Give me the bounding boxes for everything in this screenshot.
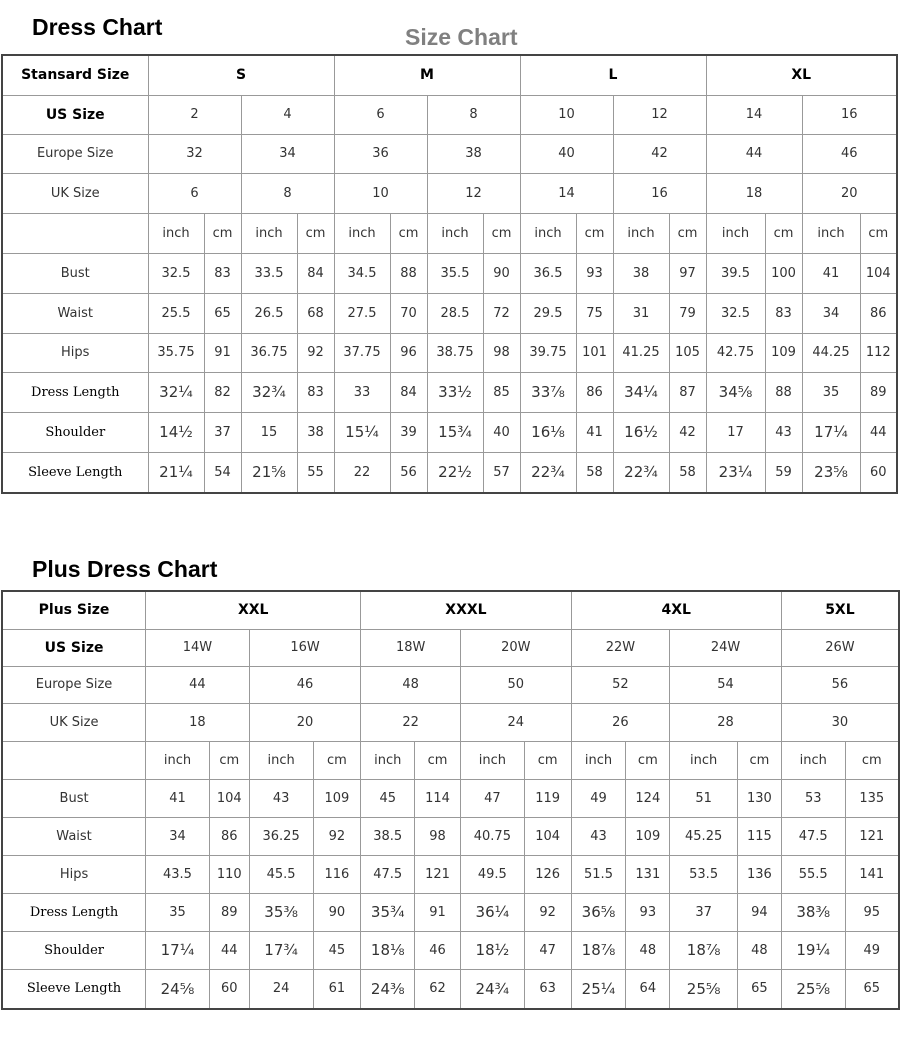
us-size-cell: 18W — [361, 629, 461, 666]
sleeve-length-value: 25⅝ — [670, 969, 738, 1009]
shoulder-value: 15¾ — [427, 412, 483, 452]
sleeve-length-label: Sleeve Length — [2, 969, 146, 1009]
sleeve-length-value: 57 — [483, 452, 520, 493]
bust-value: 93 — [576, 253, 613, 293]
unit-cm: cm — [209, 741, 249, 779]
shoulder-value: 39 — [390, 412, 427, 452]
unit-cm: cm — [669, 213, 706, 253]
hips-value: 136 — [738, 855, 782, 893]
waist-value: 75 — [576, 293, 613, 333]
europe-size-cell: 36 — [334, 134, 427, 173]
dress-length-value: 35¾ — [361, 893, 415, 931]
shoulder-value: 41 — [576, 412, 613, 452]
size-xl: XL — [706, 55, 897, 95]
us-size-cell: 16 — [802, 95, 897, 134]
unit-cm: cm — [483, 213, 520, 253]
shoulder-value: 18½ — [460, 931, 524, 969]
hips-value: 45.5 — [249, 855, 313, 893]
waist-value: 98 — [415, 817, 461, 855]
sleeve-length-value: 65 — [738, 969, 782, 1009]
hips-value: 141 — [845, 855, 899, 893]
hips-value: 109 — [765, 333, 802, 372]
dress-length-label: Dress Length — [2, 372, 148, 412]
bust-value: 109 — [313, 779, 361, 817]
waist-value: 28.5 — [427, 293, 483, 333]
unit-inch: inch — [361, 741, 415, 779]
shoulder-value: 17 — [706, 412, 765, 452]
dress-length-value: 83 — [297, 372, 334, 412]
size-label: Plus Size — [2, 591, 146, 629]
unit-cm: cm — [390, 213, 427, 253]
waist-value: 104 — [524, 817, 571, 855]
dress-length-value: 94 — [738, 893, 782, 931]
shoulder-value: 37 — [204, 412, 241, 452]
us-size-label: US Size — [2, 95, 148, 134]
waist-value: 26.5 — [241, 293, 297, 333]
plus-size-table — [1, 590, 900, 1010]
sleeve-length-value: 24¾ — [460, 969, 524, 1009]
shoulder-value: 16⅛ — [520, 412, 576, 452]
shoulder-value: 18⅞ — [571, 931, 626, 969]
size-label: Stansard Size — [2, 55, 148, 95]
shoulder-value: 15¼ — [334, 412, 390, 452]
waist-value: 65 — [204, 293, 241, 333]
waist-value: 40.75 — [460, 817, 524, 855]
dress-length-value: 36⅝ — [571, 893, 626, 931]
shoulder-value: 19¼ — [781, 931, 845, 969]
uk-size-cell: 16 — [613, 173, 706, 213]
unit-cm: cm — [415, 741, 461, 779]
shoulder-value: 18⅛ — [361, 931, 415, 969]
unit-inch: inch — [334, 213, 390, 253]
sleeve-length-value: 59 — [765, 452, 802, 493]
dress-length-value: 35⅜ — [249, 893, 313, 931]
dress-length-value: 88 — [765, 372, 802, 412]
shoulder-value: 15 — [241, 412, 297, 452]
sleeve-length-value: 22¾ — [613, 452, 669, 493]
dress-length-value: 32¾ — [241, 372, 297, 412]
bust-value: 97 — [669, 253, 706, 293]
uk-size-cell: 14 — [520, 173, 613, 213]
europe-size-cell: 44 — [706, 134, 802, 173]
us-size-cell: 6 — [334, 95, 427, 134]
uk-size-cell: 6 — [148, 173, 241, 213]
europe-size-cell: 48 — [361, 666, 461, 703]
shoulder-value: 14½ — [148, 412, 204, 452]
shoulder-value: 44 — [860, 412, 897, 452]
bust-value: 130 — [738, 779, 782, 817]
waist-value: 43 — [571, 817, 626, 855]
dress-length-label: Dress Length — [2, 893, 146, 931]
size-l: L — [520, 55, 706, 95]
sleeve-length-value: 58 — [576, 452, 613, 493]
bust-value: 43 — [249, 779, 313, 817]
uk-size-cell: 12 — [427, 173, 520, 213]
hips-value: 35.75 — [148, 333, 204, 372]
shoulder-value: 44 — [209, 931, 249, 969]
uk-size-cell: 18 — [706, 173, 802, 213]
hips-value: 38.75 — [427, 333, 483, 372]
waist-value: 70 — [390, 293, 427, 333]
shoulder-value: 48 — [738, 931, 782, 969]
uk-size-label: UK Size — [2, 173, 148, 213]
unit-inch: inch — [427, 213, 483, 253]
unit-inch: inch — [460, 741, 524, 779]
waist-value: 109 — [626, 817, 670, 855]
shoulder-value: 18⅞ — [670, 931, 738, 969]
sleeve-length-value: 65 — [845, 969, 899, 1009]
waist-value: 25.5 — [148, 293, 204, 333]
hips-label: Hips — [2, 333, 148, 372]
dress-length-value: 82 — [204, 372, 241, 412]
sleeve-length-value: 24⅝ — [146, 969, 210, 1009]
sleeve-length-value: 22 — [334, 452, 390, 493]
us-size-cell: 4 — [241, 95, 334, 134]
unit-cm: cm — [765, 213, 802, 253]
sleeve-length-value: 21⅝ — [241, 452, 297, 493]
plus-dress-chart-title: Plus Dress Chart — [32, 556, 218, 582]
waist-value: 45.25 — [670, 817, 738, 855]
shoulder-value: 42 — [669, 412, 706, 452]
us-size-cell: 2 — [148, 95, 241, 134]
sleeve-length-value: 60 — [209, 969, 249, 1009]
europe-size-label: Europe Size — [2, 134, 148, 173]
dress-length-value: 35 — [802, 372, 860, 412]
waist-value: 34 — [802, 293, 860, 333]
sleeve-length-value: 63 — [524, 969, 571, 1009]
hips-value: 112 — [860, 333, 897, 372]
us-size-cell: 8 — [427, 95, 520, 134]
waist-value: 68 — [297, 293, 334, 333]
bust-value: 49 — [571, 779, 626, 817]
size-xxxl: XXXL — [361, 591, 571, 629]
dress-length-value: 89 — [209, 893, 249, 931]
unit-inch: inch — [802, 213, 860, 253]
unit-inch: inch — [571, 741, 626, 779]
europe-size-cell: 56 — [781, 666, 899, 703]
bust-value: 38 — [613, 253, 669, 293]
hips-value: 39.75 — [520, 333, 576, 372]
unit-inch: inch — [613, 213, 669, 253]
waist-label: Waist — [2, 293, 148, 333]
bust-value: 36.5 — [520, 253, 576, 293]
unit-cm: cm — [845, 741, 899, 779]
hips-value: 131 — [626, 855, 670, 893]
bust-value: 83 — [204, 253, 241, 293]
bust-value: 88 — [390, 253, 427, 293]
us-size-cell: 10 — [520, 95, 613, 134]
us-size-cell: 24W — [670, 629, 782, 666]
size-4xl: 4XL — [571, 591, 781, 629]
waist-label: Waist — [2, 817, 146, 855]
uk-size-cell: 24 — [460, 703, 571, 741]
waist-value: 79 — [669, 293, 706, 333]
unit-cm: cm — [576, 213, 613, 253]
shoulder-value: 17¼ — [146, 931, 210, 969]
sleeve-length-value: 60 — [860, 452, 897, 493]
europe-size-cell: 46 — [802, 134, 897, 173]
us-size-cell: 22W — [571, 629, 670, 666]
bust-value: 104 — [860, 253, 897, 293]
sleeve-length-value: 54 — [204, 452, 241, 493]
europe-size-label: Europe Size — [2, 666, 146, 703]
shoulder-value: 45 — [313, 931, 361, 969]
us-size-cell: 26W — [781, 629, 899, 666]
hips-value: 105 — [669, 333, 706, 372]
dress-length-value: 36¼ — [460, 893, 524, 931]
waist-value: 32.5 — [706, 293, 765, 333]
waist-value: 83 — [765, 293, 802, 333]
hips-value: 116 — [313, 855, 361, 893]
unit-inch: inch — [670, 741, 738, 779]
dress-length-value: 38⅜ — [781, 893, 845, 931]
europe-size-cell: 52 — [571, 666, 670, 703]
uk-size-cell: 26 — [571, 703, 670, 741]
dress-size-table — [1, 54, 898, 494]
sleeve-length-value: 62 — [415, 969, 461, 1009]
bust-value: 90 — [483, 253, 520, 293]
hips-value: 51.5 — [571, 855, 626, 893]
europe-size-cell: 42 — [613, 134, 706, 173]
unit-cm: cm — [524, 741, 571, 779]
unit-cm: cm — [313, 741, 361, 779]
hips-value: 101 — [576, 333, 613, 372]
europe-size-cell: 38 — [427, 134, 520, 173]
dress-length-value: 95 — [845, 893, 899, 931]
waist-value: 29.5 — [520, 293, 576, 333]
bust-value: 114 — [415, 779, 461, 817]
bust-value: 32.5 — [148, 253, 204, 293]
shoulder-value: 46 — [415, 931, 461, 969]
sleeve-length-value: 22½ — [427, 452, 483, 493]
sleeve-length-value: 64 — [626, 969, 670, 1009]
shoulder-value: 43 — [765, 412, 802, 452]
sleeve-length-value: 61 — [313, 969, 361, 1009]
dress-length-value: 85 — [483, 372, 520, 412]
sleeve-length-value: 22¾ — [520, 452, 576, 493]
dress-length-value: 33 — [334, 372, 390, 412]
waist-value: 47.5 — [781, 817, 845, 855]
size-chart-subtitle: Size Chart — [405, 24, 518, 50]
hips-value: 36.75 — [241, 333, 297, 372]
unit-inch: inch — [706, 213, 765, 253]
dress-length-value: 33⅞ — [520, 372, 576, 412]
hips-value: 126 — [524, 855, 571, 893]
bust-value: 41 — [146, 779, 210, 817]
bust-value: 119 — [524, 779, 571, 817]
hips-value: 98 — [483, 333, 520, 372]
unit-cm: cm — [626, 741, 670, 779]
size-xxl: XXL — [146, 591, 361, 629]
sleeve-length-value: 23¼ — [706, 452, 765, 493]
bust-value: 124 — [626, 779, 670, 817]
dress-length-value: 90 — [313, 893, 361, 931]
dress-length-value: 86 — [576, 372, 613, 412]
hips-value: 92 — [297, 333, 334, 372]
size-m: M — [334, 55, 520, 95]
hips-value: 91 — [204, 333, 241, 372]
sleeve-length-value: 25⅝ — [781, 969, 845, 1009]
bust-label: Bust — [2, 253, 148, 293]
waist-value: 115 — [738, 817, 782, 855]
bust-value: 39.5 — [706, 253, 765, 293]
sleeve-length-value: 55 — [297, 452, 334, 493]
hips-value: 41.25 — [613, 333, 669, 372]
shoulder-label: Shoulder — [2, 931, 146, 969]
uk-size-label: UK Size — [2, 703, 146, 741]
hips-value: 43.5 — [146, 855, 210, 893]
us-size-cell: 20W — [460, 629, 571, 666]
us-size-cell: 12 — [613, 95, 706, 134]
sleeve-length-value: 25¼ — [571, 969, 626, 1009]
waist-value: 31 — [613, 293, 669, 333]
us-size-cell: 14 — [706, 95, 802, 134]
unit-inch: inch — [148, 213, 204, 253]
bust-value: 135 — [845, 779, 899, 817]
shoulder-label: Shoulder — [2, 412, 148, 452]
bust-value: 47 — [460, 779, 524, 817]
hips-value: 47.5 — [361, 855, 415, 893]
sleeve-length-value: 24⅜ — [361, 969, 415, 1009]
dress-length-value: 35 — [146, 893, 210, 931]
waist-value: 38.5 — [361, 817, 415, 855]
europe-size-cell: 46 — [249, 666, 361, 703]
uk-size-cell: 20 — [802, 173, 897, 213]
shoulder-value: 40 — [483, 412, 520, 452]
bust-value: 53 — [781, 779, 845, 817]
shoulder-value: 48 — [626, 931, 670, 969]
bust-value: 51 — [670, 779, 738, 817]
bust-value: 34.5 — [334, 253, 390, 293]
shoulder-value: 38 — [297, 412, 334, 452]
europe-size-cell: 54 — [670, 666, 782, 703]
sleeve-length-label: Sleeve Length — [2, 452, 148, 493]
shoulder-value: 17¾ — [249, 931, 313, 969]
unit-inch: inch — [520, 213, 576, 253]
sleeve-length-value: 21¼ — [148, 452, 204, 493]
bust-value: 41 — [802, 253, 860, 293]
dress-length-value: 93 — [626, 893, 670, 931]
us-size-cell: 14W — [146, 629, 250, 666]
hips-value: 49.5 — [460, 855, 524, 893]
bust-label: Bust — [2, 779, 146, 817]
dress-length-value: 32¼ — [148, 372, 204, 412]
hips-value: 53.5 — [670, 855, 738, 893]
sleeve-length-value: 23⅝ — [802, 452, 860, 493]
us-size-cell: 16W — [249, 629, 361, 666]
europe-size-cell: 34 — [241, 134, 334, 173]
dress-length-value: 34⅝ — [706, 372, 765, 412]
uk-size-cell: 20 — [249, 703, 361, 741]
bust-value: 33.5 — [241, 253, 297, 293]
dress-length-value: 33½ — [427, 372, 483, 412]
waist-value: 121 — [845, 817, 899, 855]
bust-value: 45 — [361, 779, 415, 817]
shoulder-value: 17¼ — [802, 412, 860, 452]
bust-value: 104 — [209, 779, 249, 817]
hips-value: 121 — [415, 855, 461, 893]
uk-size-cell: 28 — [670, 703, 782, 741]
unit-cm: cm — [860, 213, 897, 253]
waist-value: 72 — [483, 293, 520, 333]
unit-cm: cm — [297, 213, 334, 253]
unit-label-empty — [2, 213, 148, 253]
bust-value: 100 — [765, 253, 802, 293]
waist-value: 36.25 — [249, 817, 313, 855]
hips-value: 44.25 — [802, 333, 860, 372]
bust-value: 35.5 — [427, 253, 483, 293]
hips-value: 96 — [390, 333, 427, 372]
uk-size-cell: 30 — [781, 703, 899, 741]
shoulder-value: 49 — [845, 931, 899, 969]
hips-value: 55.5 — [781, 855, 845, 893]
shoulder-value: 47 — [524, 931, 571, 969]
sleeve-length-value: 58 — [669, 452, 706, 493]
waist-value: 86 — [209, 817, 249, 855]
dress-length-value: 91 — [415, 893, 461, 931]
unit-inch: inch — [241, 213, 297, 253]
waist-value: 27.5 — [334, 293, 390, 333]
waist-value: 86 — [860, 293, 897, 333]
hips-value: 42.75 — [706, 333, 765, 372]
us-size-label: US Size — [2, 629, 146, 666]
europe-size-cell: 44 — [146, 666, 250, 703]
dress-length-value: 87 — [669, 372, 706, 412]
dress-length-value: 84 — [390, 372, 427, 412]
sleeve-length-value: 24 — [249, 969, 313, 1009]
hips-label: Hips — [2, 855, 146, 893]
waist-value: 34 — [146, 817, 210, 855]
hips-value: 110 — [209, 855, 249, 893]
dress-length-value: 37 — [670, 893, 738, 931]
size-5xl: 5XL — [781, 591, 899, 629]
dress-chart-title: Dress Chart — [32, 14, 163, 40]
dress-length-value: 92 — [524, 893, 571, 931]
europe-size-cell: 32 — [148, 134, 241, 173]
unit-label-empty — [2, 741, 146, 779]
bust-value: 84 — [297, 253, 334, 293]
uk-size-cell: 22 — [361, 703, 461, 741]
unit-inch: inch — [781, 741, 845, 779]
uk-size-cell: 8 — [241, 173, 334, 213]
europe-size-cell: 40 — [520, 134, 613, 173]
unit-inch: inch — [146, 741, 210, 779]
shoulder-value: 16½ — [613, 412, 669, 452]
unit-cm: cm — [738, 741, 782, 779]
dress-length-value: 89 — [860, 372, 897, 412]
dress-length-value: 34¼ — [613, 372, 669, 412]
unit-cm: cm — [204, 213, 241, 253]
uk-size-cell: 10 — [334, 173, 427, 213]
hips-value: 37.75 — [334, 333, 390, 372]
size-s: S — [148, 55, 334, 95]
unit-inch: inch — [249, 741, 313, 779]
waist-value: 92 — [313, 817, 361, 855]
europe-size-cell: 50 — [460, 666, 571, 703]
uk-size-cell: 18 — [146, 703, 250, 741]
sleeve-length-value: 56 — [390, 452, 427, 493]
